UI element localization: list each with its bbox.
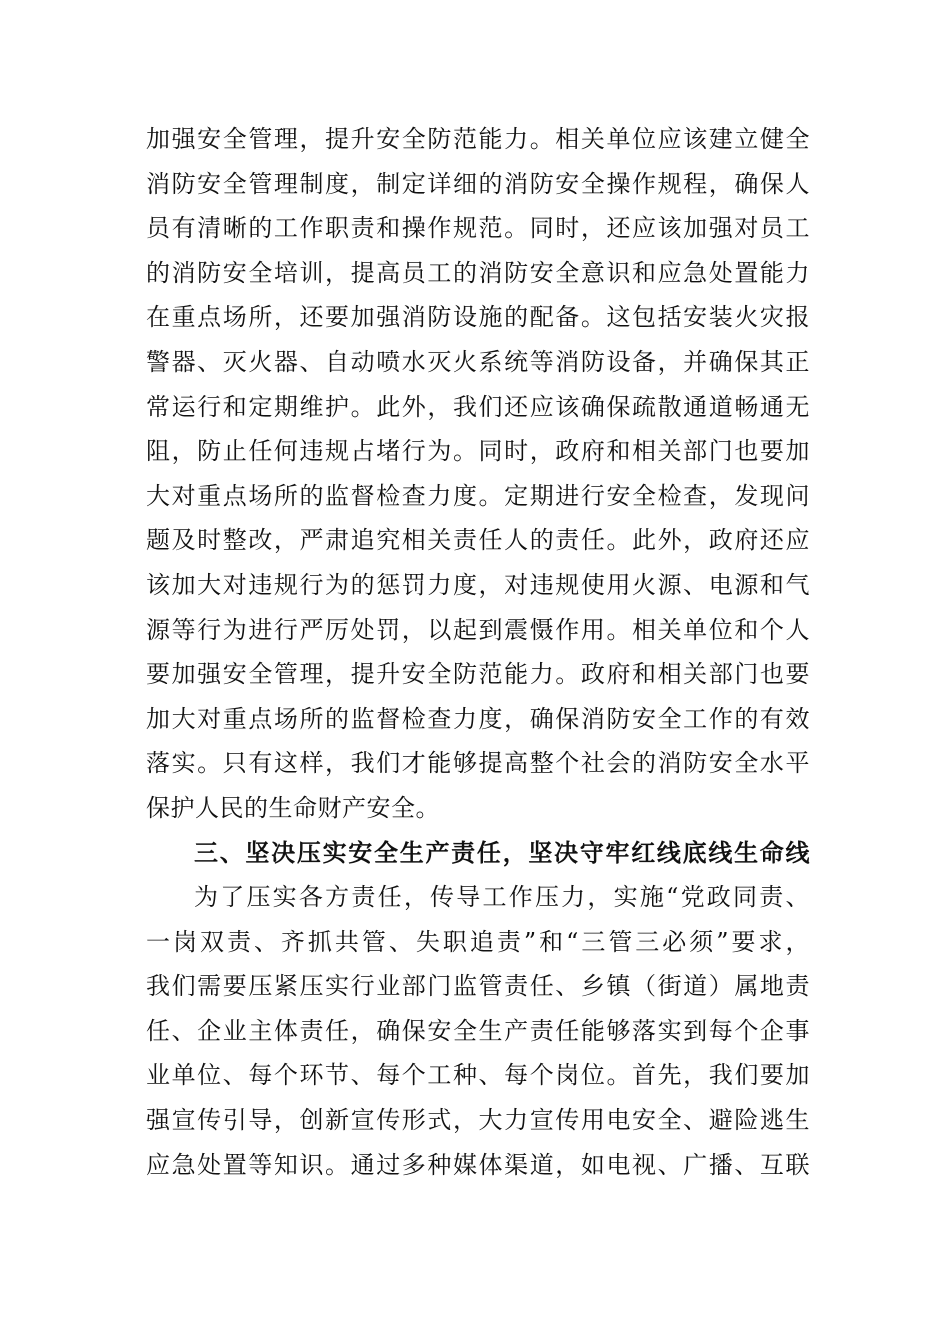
body-line-9: 大对重点场所的监督检查力度。定期进行安全检查，发现问 — [146, 481, 810, 510]
body-line-2: 消防安全管理制度，制定详细的消防安全操作规程，确保人 — [146, 169, 810, 198]
body-line-7: 常运行和定期维护。此外，我们还应该确保疏散通道畅通无 — [146, 392, 810, 421]
body2-line-7: 应急处置等知识。通过多种媒体渠道，如电视、广播、互联 — [146, 1150, 810, 1179]
body-line-11: 该加大对违规行为的惩罚力度，对违规使用火源、电源和气 — [146, 570, 810, 599]
body-line-3: 员有清晰的工作职责和操作规范。同时，还应该加强对员工 — [146, 214, 810, 243]
body-line-8: 阻，防止任何违规占堵行为。同时，政府和相关部门也要加 — [146, 437, 810, 466]
body-line-14: 加大对重点场所的监督检查力度，确保消防安全工作的有效 — [146, 704, 810, 733]
body-line-6: 警器、灭火器、自动喷水灭火系统等消防设备，并确保其正 — [146, 347, 810, 376]
body-line-4: 的消防安全培训，提高员工的消防安全意识和应急处置能力 — [146, 258, 810, 287]
body2-line-3: 我们需要压紧压实行业部门监管责任、乡镇（街道）属地责 — [146, 972, 810, 1001]
body-line-5: 在重点场所，还要加强消防设施的配备。这包括安装火灾报 — [146, 303, 810, 332]
body-line-16: 保护人民的生命财产安全。 — [146, 793, 440, 822]
body-line-12: 源等行为进行严厉处罚，以起到震慑作用。相关单位和个人 — [146, 615, 810, 644]
body2-line-4: 任、企业主体责任，确保安全生产责任能够落实到每个企事 — [146, 1016, 810, 1045]
document-body — [146, 117, 810, 1187]
body2-line-1: 为了压实各方责任，传导工作压力，实施“党政同责、 — [194, 883, 810, 912]
section-heading: 三、坚决压实安全生产责任，坚决守牢红线底线生命线 — [194, 838, 810, 867]
body2-line-2: 一岗双责、齐抓共管、失职追责”和“三管三必须”要求， — [146, 927, 810, 956]
body-line-10: 题及时整改，严肃追究相关责任人的责任。此外，政府还应 — [146, 526, 810, 555]
body-line-15: 落实。只有这样，我们才能够提高整个社会的消防安全水平 — [146, 749, 810, 778]
body-line-13: 要加强安全管理，提升安全防范能力。政府和相关部门也要 — [146, 660, 810, 689]
body2-line-6: 强宣传引导，创新宣传形式，大力宣传用电安全、避险逃生 — [146, 1106, 810, 1135]
body2-line-5: 业单位、每个环节、每个工种、每个岗位。首先，我们要加 — [146, 1061, 810, 1090]
body-line-1: 加强安全管理，提升安全防范能力。相关单位应该建立健全 — [146, 125, 810, 153]
